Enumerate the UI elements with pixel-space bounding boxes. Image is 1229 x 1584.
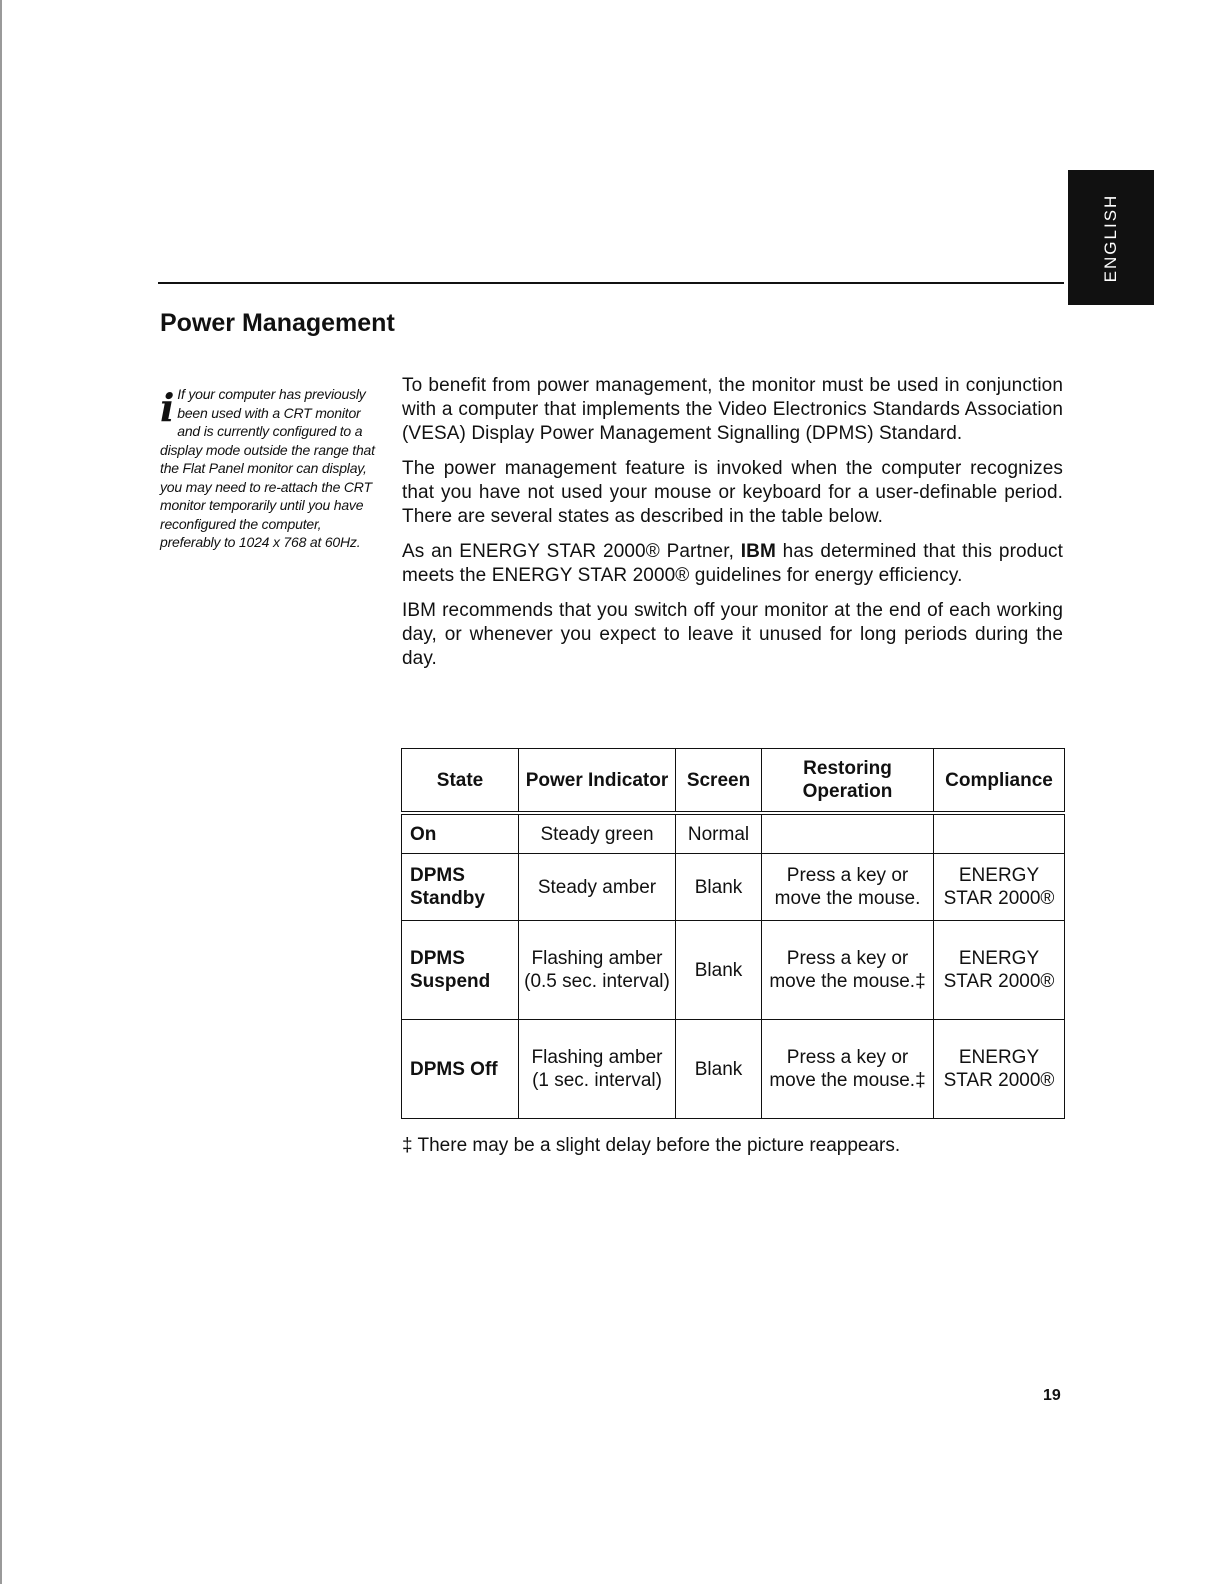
cell-screen: Blank	[676, 1020, 762, 1119]
ibm-bold: IBM	[740, 541, 776, 562]
cell-screen: Normal	[676, 813, 762, 854]
power-states-table	[401, 748, 1065, 1119]
table-row	[402, 921, 1065, 1020]
language-tab	[1068, 170, 1154, 305]
table-header-row	[402, 749, 1065, 814]
language-tab-label: ENGLISH	[1101, 193, 1120, 282]
cell-restoring: Press a key or move the mouse.‡	[762, 921, 934, 1020]
info-icon: i	[160, 385, 175, 430]
page-number: 19	[1043, 1387, 1061, 1404]
cell-state: DPMS Suspend	[402, 921, 519, 1020]
side-note	[160, 385, 382, 552]
paragraph-recommendation: IBM recommends that you switch off your monitor at the end of each working day, or whenever you expect to leave it unused for long periods during the day.	[402, 600, 1063, 669]
paragraph-feature: The power management feature is invoked when the computer recognizes that you have not used your mouse or keyboard for a user-definable period. There are several states as described in the table below.	[402, 458, 1063, 527]
cell-indicator: Steady amber	[519, 854, 676, 921]
section-title: Power Management	[160, 309, 395, 337]
cell-restoring: Press a key or move the mouse.‡	[762, 1020, 934, 1119]
table-row	[402, 1020, 1065, 1119]
header-screen: Screen	[676, 749, 762, 814]
header-state: State	[402, 749, 519, 814]
header-rule	[158, 282, 1064, 284]
table-row	[402, 854, 1065, 921]
cell-compliance: ENERGY STAR 2000®	[934, 854, 1065, 921]
cell-screen: Blank	[676, 854, 762, 921]
header-restoring-operation: Restoring Operation	[762, 749, 934, 814]
side-note-text: If your computer has previously been used with a CRT monitor and is currently configured to a display mode outside the range that the Flat Panel monitor can display, you may need to re-attach the CRT monitor temporarily until you have reconfigured the computer, preferably to 1024 x 768 at 60Hz.	[160, 386, 375, 550]
cell-restoring: Press a key or move the mouse.	[762, 854, 934, 921]
header-power-indicator: Power Indicator	[519, 749, 676, 814]
cell-indicator: Steady green	[519, 813, 676, 854]
cell-indicator: Flashing amber (1 sec. interval)	[519, 1020, 676, 1119]
cell-state: DPMS Standby	[402, 854, 519, 921]
paragraph-energy-star	[402, 540, 1063, 588]
body-text	[402, 374, 1063, 682]
energy-star-text-start: As an ENERGY STAR 2000® Partner,	[402, 541, 741, 562]
cell-compliance	[934, 813, 1065, 854]
cell-compliance: ENERGY STAR 2000®	[934, 1020, 1065, 1119]
cell-state: DPMS Off	[402, 1020, 519, 1119]
cell-restoring	[762, 813, 934, 854]
cell-screen: Blank	[676, 921, 762, 1020]
paragraph-vesa: To benefit from power management, the monitor must be used in conjunction with a computer that implements the Video Electronics Standards Association (VESA) Display Power Management Signalling (DPMS) Standard.	[402, 375, 1063, 444]
table-footnote: ‡ There may be a slight delay before the picture reappears.	[402, 1135, 901, 1156]
header-compliance: Compliance	[934, 749, 1065, 814]
page-left-border	[0, 0, 2, 1584]
cell-indicator: Flashing amber (0.5 sec. interval)	[519, 921, 676, 1020]
table-row	[402, 813, 1065, 854]
cell-compliance: ENERGY STAR 2000®	[934, 921, 1065, 1020]
energy-star-text-end: has determined that this product meets the ENERGY STAR 2000® guidelines for energy efficiency.	[402, 541, 1063, 586]
cell-state: On	[402, 813, 519, 854]
